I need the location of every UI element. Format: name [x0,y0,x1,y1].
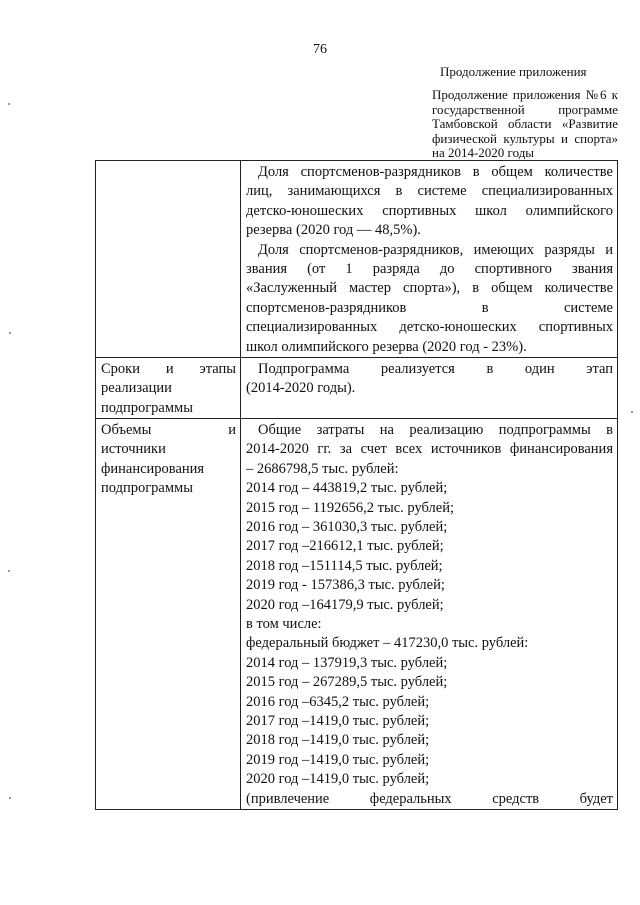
table-row [96,357,618,418]
text-line: специализированных детско-юношеских спортивных [246,319,613,336]
scan-speck [631,411,633,413]
label-line: подпрограммы [101,399,193,416]
text-line: детско-юношеских спортивных школ олимпийского [246,202,613,219]
text-line: в том числе: [246,615,322,632]
text-line: 2016 год – 361030,3 тыс. рублей; [246,519,448,536]
text-line: «Заслуженный мастер спорта»), в общем количестве [246,280,613,297]
text-line: 2020 год –1419,0 тыс. рублей; [246,771,430,788]
text-line: 2018 год –1419,0 тыс. рублей; [246,732,430,749]
table-row [96,161,618,358]
label-line: источники [101,441,166,458]
text-line: 2017 год –216612,1 тыс. рублей; [246,538,444,555]
scan-speck [9,332,11,334]
text-line: федеральный бюджет – 417230,0 тыс. рублей: [246,635,529,652]
text-line: (привлечение федеральных средств будет [246,790,613,807]
text-line: Общие затраты на реализацию подпрограммы в [258,422,613,439]
text-line: спортсменов-разрядников в системе [246,299,613,316]
label-line: реализации [101,380,172,397]
text-line: звания (от 1 разряда до спортивного звания [246,260,613,277]
text-line: 2019 год –1419,0 тыс. рублей; [246,751,430,768]
appendix-header-line: физической культуры и спорта» [432,130,618,146]
continuation-heading: Продолжение приложения [440,64,587,79]
text-line: (2014-2020 годы). [246,380,356,397]
text-line: – 2686798,5 тыс. рублей: [246,460,399,477]
appendix-header-line: Тамбовской области «Развитие [432,116,618,131]
text-line: Доля спортсменов-разрядников в общем количестве [258,164,613,180]
appendix-header-line: на 2014-2020 годы [432,145,535,160]
label-line: финансирования [101,460,205,477]
text-line: Подпрограмма реализуется в один этап [258,360,613,377]
row-label-cell [96,419,241,810]
row-value-cell [241,161,618,358]
text-line: 2014 год – 443819,2 тыс. рублей; [246,480,448,497]
page-number: 76 [313,42,327,57]
subprogram-passport-table [95,160,618,810]
appendix-header-line: Продолжение приложения №6 к [432,87,618,102]
row-value-cell [241,357,618,418]
appendix-header [432,88,618,161]
row-value-cell [241,419,618,810]
text-line: 2019 год - 157386,3 тыс. рублей; [246,577,445,594]
row-label-cell [96,357,241,418]
text-line: 2016 год –6345,2 тыс. рублей; [246,693,430,710]
text-line: 2018 год –151114,5 тыс. рублей; [246,557,443,574]
label-line: подпрограммы [101,480,193,497]
label-line: Объемы и [101,422,236,439]
text-line: лиц, занимающихся в системе специализированных [246,183,613,200]
text-line: резерва (2020 год — 48,5%). [246,222,421,239]
row-label-cell [96,161,241,358]
text-line: школ олимпийского резерва (2020 год - 23%). [246,338,527,355]
text-line: 2017 год –1419,0 тыс. рублей; [246,712,430,729]
label-line: Сроки и этапы [101,360,236,377]
scan-speck [8,570,10,572]
text-line: Доля спортсменов-разрядников, имеющих разряды и [258,241,613,258]
appendix-header-line: государственной программе [432,101,618,117]
text-line: 2014-2020 гг. за счет всех источников финансирования [246,441,613,458]
text-line: 2020 год –164179,9 тыс. рублей; [246,596,444,613]
text-line: 2015 год – 267289,5 тыс. рублей; [246,674,448,691]
scan-speck [8,103,10,105]
scan-speck [9,797,11,799]
text-line: 2014 год – 137919,3 тыс. рублей; [246,654,448,671]
text-line: 2015 год – 1192656,2 тыс. рублей; [246,499,454,516]
table-row [96,419,618,810]
